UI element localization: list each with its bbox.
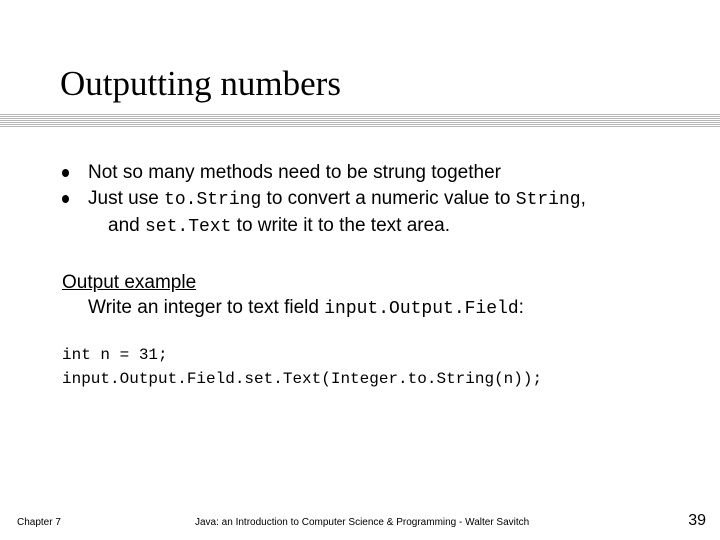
bullet-text: Just use xyxy=(88,188,165,209)
page-number: 39 xyxy=(688,512,706,529)
code-line: int n = 31; xyxy=(62,346,168,364)
inline-code: input.Output.Field xyxy=(324,299,519,319)
inline-code: String xyxy=(515,190,581,210)
bullet-dot-icon xyxy=(62,195,69,203)
example-text: : xyxy=(518,297,524,318)
inline-code: set.Text xyxy=(144,217,232,237)
bullet-list xyxy=(62,160,586,240)
code-block xyxy=(62,343,542,391)
code-line: input.Output.Field.set.Text(Integer.to.String(n)); xyxy=(62,370,543,388)
slide-title: Outputting numbers xyxy=(60,64,341,103)
inline-code: to.String xyxy=(164,190,262,210)
example-block xyxy=(62,270,524,322)
bullet-text: to write it to the text area. xyxy=(231,215,451,236)
bullet-text: , xyxy=(580,188,586,209)
example-text: Write an integer to text field xyxy=(88,297,325,318)
bullet-item xyxy=(62,160,586,186)
bullet-text: to convert a numeric value to xyxy=(261,188,516,209)
bullet-continuation xyxy=(88,213,586,240)
bullet-text: and xyxy=(108,215,145,236)
title-divider xyxy=(0,114,720,128)
footer-course: Java: an Introduction to Computer Science & Programming - Walter Savitch xyxy=(195,517,530,528)
example-heading: Output example xyxy=(62,272,197,293)
bullet-item xyxy=(62,186,586,240)
bullet-dot-icon xyxy=(62,169,69,177)
bullet-text: Not so many methods need to be strung together xyxy=(88,162,501,183)
footer-chapter: Chapter 7 xyxy=(17,517,61,528)
example-description xyxy=(62,295,524,322)
